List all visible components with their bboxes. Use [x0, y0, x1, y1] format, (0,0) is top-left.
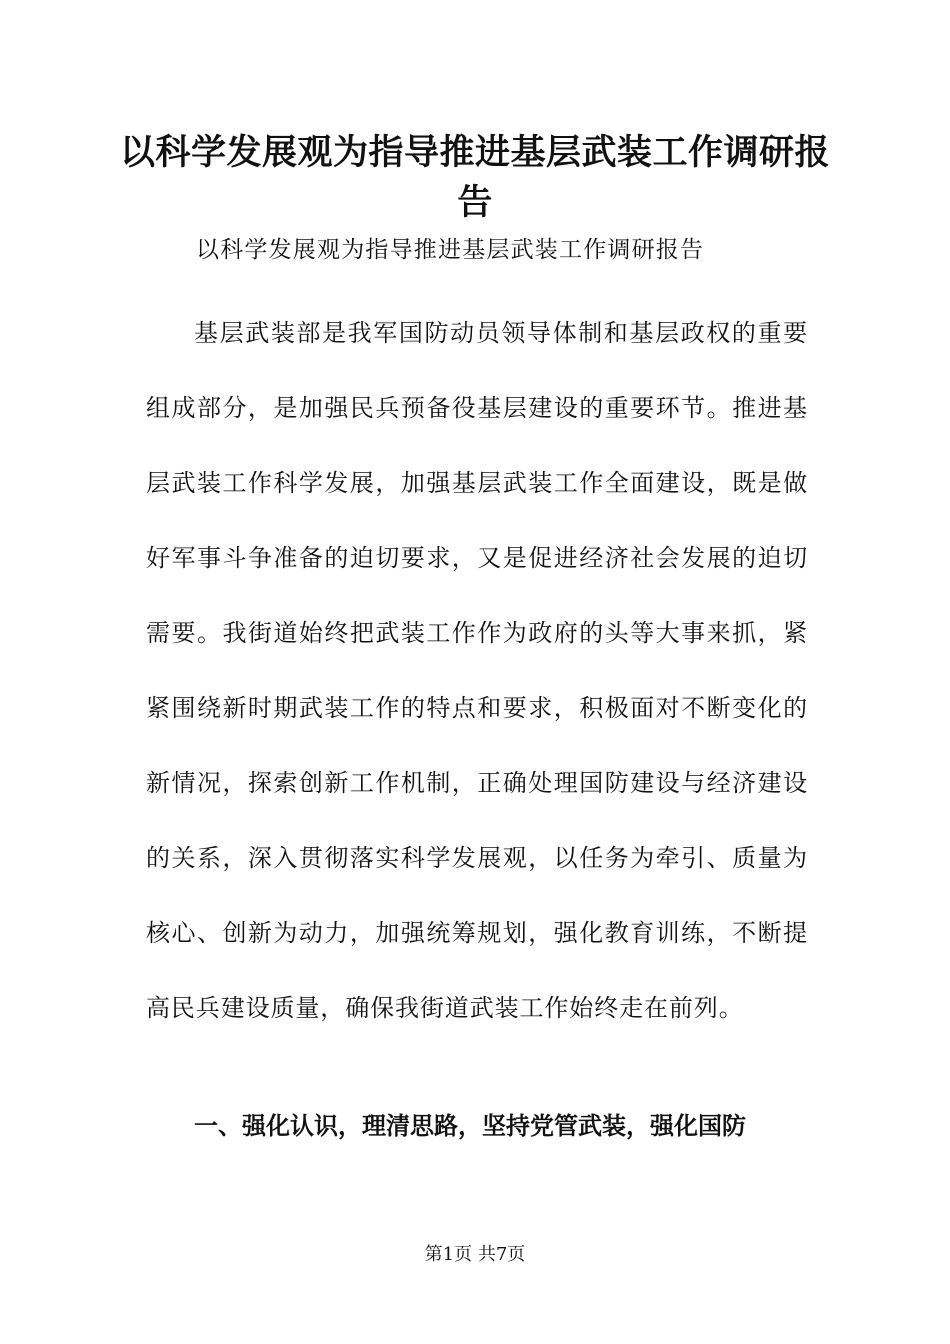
document-title: 以科学发展观为指导推进基层武装工作调研报告 — [120, 133, 831, 223]
section-heading: 一、强化认识，理清思路，坚持党管武装，强化国防 — [194, 1112, 746, 1140]
body-paragraph: 基层武装部是我军国防动员领导体制和基层政权的重要组成部分，是加强民兵预备役基层建设的重要环节。推进基层武装工作科学发展，加强基层武装工作全面建设，既是做好军事斗争准备的迫切要求，又是促进经济社会发展的迫切需要。我街道始终把武装工作作为政府的头等大事来抓，紧紧围绕新时期武装工作的特点和要求，积极面对不断变化的新情况，探索创新工作机制，正确处理国防建设与经济建设的关系，深入贯彻落实科学发展观，以任务为牵引、质量为核心、创新为动力，加强统筹规划，强化教育训练，不断提高民兵建设质量，确保我街道武装工作始终走在前列。 — [146, 319, 808, 1022]
page-number: 第1页 共7页 — [424, 1244, 526, 1265]
document-subtitle: 以科学发展观为指导推进基层武装工作调研报告 — [196, 237, 705, 263]
